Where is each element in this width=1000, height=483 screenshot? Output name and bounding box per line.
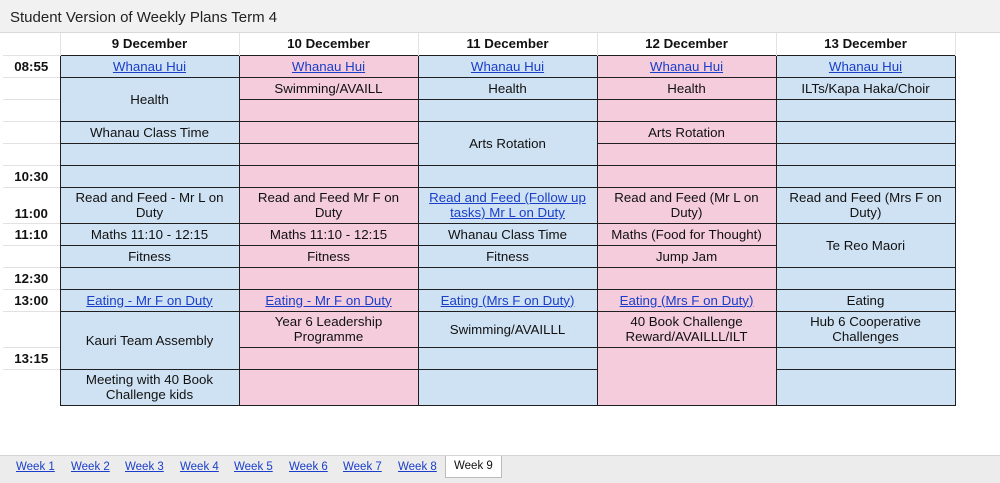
- time-label: 11:10: [3, 223, 60, 245]
- schedule-cell[interactable]: [239, 99, 418, 121]
- schedule-cell[interactable]: Whanau Class Time: [60, 121, 239, 143]
- time-label: [3, 143, 60, 165]
- schedule-link-cell[interactable]: Read and Feed (Follow up tasks) Mr L on Duty: [418, 187, 597, 223]
- corner-cell: [3, 33, 60, 55]
- schedule-link-cell[interactable]: Whanau Hui: [239, 55, 418, 77]
- schedule-cell[interactable]: Arts Rotation: [418, 121, 597, 165]
- schedule-cell[interactable]: [776, 143, 955, 165]
- schedule-cell[interactable]: [239, 347, 418, 369]
- column-header[interactable]: 11 December: [418, 33, 597, 55]
- document-title: Student Version of Weekly Plans Term 4: [10, 9, 278, 26]
- sheet-tab-week-9[interactable]: Week 9: [445, 456, 502, 478]
- sheet-tab-week-8[interactable]: Week 8: [398, 461, 437, 473]
- schedule-cell[interactable]: [776, 267, 955, 289]
- schedule-cell[interactable]: Maths 11:10 - 12:15: [60, 223, 239, 245]
- schedule-link-cell[interactable]: Eating - Mr F on Duty: [239, 289, 418, 311]
- schedule-cell[interactable]: Health: [418, 77, 597, 99]
- schedule-cell[interactable]: [597, 347, 776, 405]
- schedule-cell[interactable]: Fitness: [239, 245, 418, 267]
- schedule-cell[interactable]: [597, 267, 776, 289]
- schedule-cell[interactable]: Eating: [776, 289, 955, 311]
- schedule-cell[interactable]: Fitness: [418, 245, 597, 267]
- time-label: 10:30: [3, 165, 60, 187]
- sheet-tab-week-3[interactable]: Week 3: [125, 461, 164, 473]
- schedule-cell[interactable]: Read and Feed Mr F on Duty: [239, 187, 418, 223]
- time-label: [3, 245, 60, 267]
- schedule-cell[interactable]: [418, 99, 597, 121]
- schedule-cell[interactable]: Read and Feed - Mr L on Duty: [60, 187, 239, 223]
- schedule-cell[interactable]: [60, 143, 239, 165]
- time-label: 08:55: [3, 55, 60, 77]
- schedule-cell[interactable]: [418, 347, 597, 369]
- schedule-link-cell[interactable]: Whanau Hui: [60, 55, 239, 77]
- schedule-cell[interactable]: Te Reo Maori: [776, 223, 955, 267]
- schedule-link-cell[interactable]: Whanau Hui: [418, 55, 597, 77]
- schedule-link-cell[interactable]: Eating - Mr F on Duty: [60, 289, 239, 311]
- schedule-cell[interactable]: Arts Rotation: [597, 121, 776, 143]
- schedule-cell[interactable]: Kauri Team Assembly: [60, 311, 239, 369]
- schedule-cell[interactable]: Year 6 Leadership Programme: [239, 311, 418, 347]
- sheet-tab-week-2[interactable]: Week 2: [71, 461, 110, 473]
- schedule-sheet[interactable]: [0, 33, 1000, 455]
- schedule-cell[interactable]: [60, 267, 239, 289]
- schedule-cell[interactable]: [597, 143, 776, 165]
- schedule-cell[interactable]: [776, 369, 955, 405]
- schedule-link-cell[interactable]: Eating (Mrs F on Duty): [597, 289, 776, 311]
- column-header[interactable]: 9 December: [60, 33, 239, 55]
- time-label: 13:00: [3, 289, 60, 311]
- title-bar: [0, 0, 1000, 33]
- schedule-cell[interactable]: [776, 99, 955, 121]
- column-header[interactable]: 13 December: [776, 33, 955, 55]
- schedule-cell[interactable]: Fitness: [60, 245, 239, 267]
- time-label: [3, 99, 60, 121]
- schedule-cell[interactable]: [597, 99, 776, 121]
- schedule-link-cell[interactable]: Whanau Hui: [597, 55, 776, 77]
- schedule-cell[interactable]: [418, 369, 597, 405]
- time-label: [3, 121, 60, 143]
- sheet-tab-week-6[interactable]: Week 6: [289, 461, 328, 473]
- time-label: 11:00: [3, 187, 60, 223]
- sheet-tab-week-5[interactable]: Week 5: [234, 461, 273, 473]
- schedule-cell[interactable]: ILTs/Kapa Haka/Choir: [776, 77, 955, 99]
- schedule-cell[interactable]: Health: [60, 77, 239, 121]
- schedule-cell[interactable]: Read and Feed (Mr L on Duty): [597, 187, 776, 223]
- sheet-tab-week-1[interactable]: Week 1: [16, 461, 55, 473]
- schedule-cell[interactable]: [776, 121, 955, 143]
- time-label: 13:15: [3, 347, 60, 369]
- schedule-cell[interactable]: Meeting with 40 Book Challenge kids: [60, 369, 239, 405]
- schedule-cell[interactable]: [418, 165, 597, 187]
- schedule-cell[interactable]: [776, 347, 955, 369]
- schedule-cell[interactable]: [239, 143, 418, 165]
- weekly-plan-table: [3, 33, 956, 406]
- column-header[interactable]: 10 December: [239, 33, 418, 55]
- sheet-tab-bar: [0, 455, 1000, 483]
- sheet-tab-week-4[interactable]: Week 4: [180, 461, 219, 473]
- schedule-cell[interactable]: [239, 369, 418, 405]
- schedule-cell[interactable]: Maths (Food for Thought): [597, 223, 776, 245]
- schedule-cell[interactable]: Read and Feed (Mrs F on Duty): [776, 187, 955, 223]
- time-label: 12:30: [3, 267, 60, 289]
- schedule-cell[interactable]: [776, 165, 955, 187]
- time-label: [3, 311, 60, 347]
- schedule-cell[interactable]: Swimming/AVAILLL: [418, 311, 597, 347]
- time-label: [3, 77, 60, 99]
- schedule-cell[interactable]: Swimming/AVAILL: [239, 77, 418, 99]
- time-label: [3, 369, 60, 405]
- schedule-cell[interactable]: Health: [597, 77, 776, 99]
- schedule-cell[interactable]: [239, 165, 418, 187]
- schedule-cell[interactable]: Hub 6 Cooperative Challenges: [776, 311, 955, 347]
- schedule-cell[interactable]: Maths 11:10 - 12:15: [239, 223, 418, 245]
- schedule-link-cell[interactable]: Whanau Hui: [776, 55, 955, 77]
- schedule-cell[interactable]: Whanau Class Time: [418, 223, 597, 245]
- sheet-tab-week-7[interactable]: Week 7: [343, 461, 382, 473]
- schedule-cell[interactable]: [597, 165, 776, 187]
- schedule-cell[interactable]: [239, 267, 418, 289]
- column-header[interactable]: 12 December: [597, 33, 776, 55]
- schedule-cell[interactable]: [418, 267, 597, 289]
- schedule-cell[interactable]: 40 Book Challenge Reward/AVAILLL/ILT: [597, 311, 776, 347]
- schedule-cell[interactable]: Jump Jam: [597, 245, 776, 267]
- schedule-cell[interactable]: [60, 165, 239, 187]
- schedule-link-cell[interactable]: Eating (Mrs F on Duty): [418, 289, 597, 311]
- schedule-cell[interactable]: [239, 121, 418, 143]
